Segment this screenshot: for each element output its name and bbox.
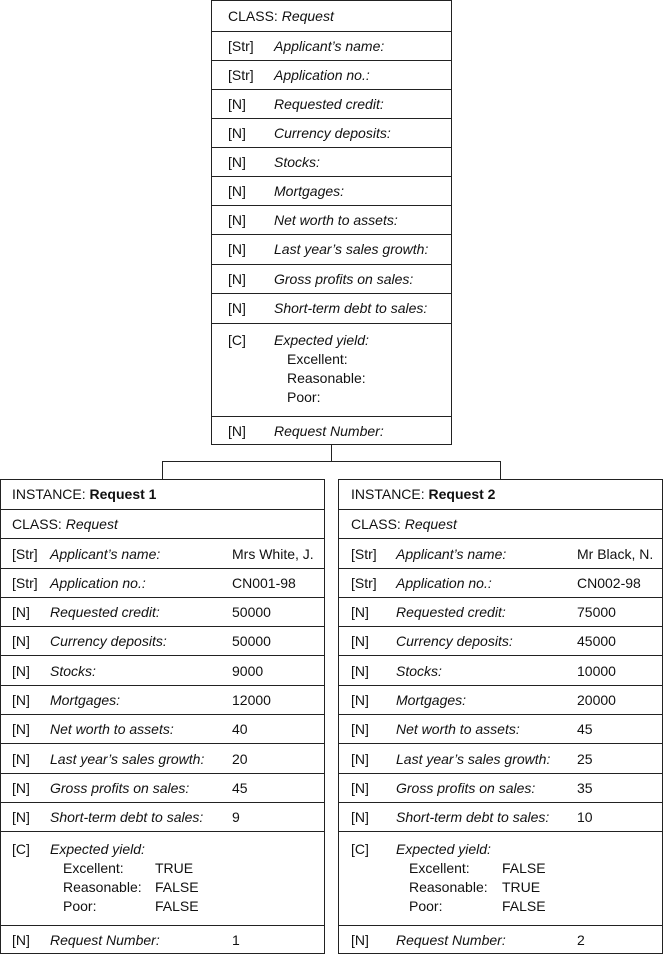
attr-type: [N]	[228, 183, 246, 199]
instance-attr-row	[339, 714, 662, 743]
attr-type: [N]	[228, 300, 246, 316]
attr-name: Mortgages:	[274, 183, 345, 199]
attr-type: [N]	[228, 241, 246, 257]
instance-box-2	[338, 479, 663, 954]
instance-class-name: Request	[65, 516, 118, 532]
attr-value: 45	[232, 780, 248, 796]
class-yield-row	[212, 323, 451, 416]
attr-name: Requested credit:	[50, 604, 160, 620]
yield-option-label: Excellent:	[63, 860, 124, 876]
instance-class-row	[1, 509, 324, 538]
attr-name: Applicant’s name:	[50, 546, 161, 562]
attr-name: Request Number:	[274, 423, 384, 439]
attr-name: Applicant’s name:	[396, 546, 507, 562]
attr-name: Currency deposits:	[50, 633, 167, 649]
attr-value: 10000	[577, 663, 616, 679]
instance-attr-row	[339, 802, 662, 831]
attr-value: 20	[232, 751, 248, 767]
attr-name: Mortgages:	[50, 692, 121, 708]
attr-name: Last year’s sales growth:	[50, 751, 205, 767]
class-attr-row	[212, 31, 451, 60]
instance-header	[1, 480, 324, 509]
attr-type: [N]	[351, 809, 369, 825]
attr-type: [N]	[351, 932, 369, 948]
instance-attr-row	[1, 597, 324, 626]
attr-name: Application no.:	[50, 575, 146, 591]
attr-value: 35	[577, 780, 593, 796]
class-attr-row	[212, 60, 451, 89]
class-last-row	[212, 416, 451, 445]
attr-name: Gross profits on sales:	[396, 780, 536, 796]
attr-value: 9000	[232, 663, 264, 679]
attr-type: [N]	[12, 932, 30, 948]
instance-attr-row	[339, 655, 662, 685]
instance-box-1	[0, 479, 325, 954]
instance-class-name: Request	[404, 516, 457, 532]
attr-name: Gross profits on sales:	[50, 780, 190, 796]
yield-option-label: Excellent:	[409, 860, 470, 876]
instance-attr-row	[339, 685, 662, 714]
attr-type: [N]	[351, 692, 369, 708]
instance-attr-row	[339, 597, 662, 626]
attr-type: [N]	[12, 633, 30, 649]
attr-name: Requested credit:	[274, 96, 384, 112]
connector-right-drop	[500, 461, 501, 480]
yield-option-label: Poor:	[409, 898, 443, 914]
attr-name: Short-term debt to sales:	[396, 809, 550, 825]
class-box	[211, 0, 452, 445]
attr-name: Request Number:	[50, 932, 160, 948]
attr-value: Mrs White, J.	[232, 546, 314, 562]
instance-attr-row	[1, 655, 324, 685]
attr-value: CN001-98	[232, 575, 296, 591]
instance-attr-row	[339, 538, 662, 568]
instance-attr-row	[1, 802, 324, 831]
attr-value: 40	[232, 721, 248, 737]
attr-name: Short-term debt to sales:	[50, 809, 204, 825]
instance-header-name: Request 1	[89, 486, 157, 502]
instance-header-name: Request 2	[428, 486, 496, 502]
class-header-prefix: CLASS:	[228, 8, 278, 24]
attr-name: Requested credit:	[396, 604, 506, 620]
attr-type: [N]	[351, 663, 369, 679]
instance-attr-row	[1, 773, 324, 802]
instance-header-prefix: INSTANCE:	[12, 486, 86, 502]
instance-last-row	[1, 925, 324, 954]
attr-name: Stocks:	[396, 663, 442, 679]
instance-attr-row	[1, 626, 324, 655]
attr-name: Expected yield:	[50, 841, 145, 857]
instance-attr-row	[1, 685, 324, 714]
attr-type: [C]	[228, 332, 246, 348]
class-attr-row	[212, 176, 451, 205]
attr-type: [N]	[228, 154, 246, 170]
attr-name: Short-term debt to sales:	[274, 300, 428, 316]
attr-type: [N]	[228, 96, 246, 112]
attr-type: [N]	[12, 780, 30, 796]
attr-type: [C]	[12, 841, 30, 857]
attr-type: [N]	[351, 721, 369, 737]
attr-name: Gross profits on sales:	[274, 271, 414, 287]
attr-name: Expected yield:	[274, 332, 369, 348]
attr-name: Stocks:	[50, 663, 96, 679]
attr-type: [N]	[228, 212, 246, 228]
yield-option-label: Reasonable:	[287, 370, 366, 386]
yield-option-value: TRUE	[155, 860, 194, 876]
attr-name: Request Number:	[396, 932, 506, 948]
attr-type: [Str]	[351, 546, 377, 562]
attr-value: 2	[577, 932, 585, 948]
instance-attr-row	[339, 568, 662, 597]
yield-option-value: FALSE	[502, 860, 546, 876]
attr-value: 45	[577, 721, 593, 737]
attr-type: [N]	[351, 780, 369, 796]
instance-last-row	[339, 925, 662, 954]
instance-header-prefix: INSTANCE:	[351, 486, 425, 502]
class-attr-row	[212, 205, 451, 234]
attr-name: Mortgages:	[396, 692, 467, 708]
attr-name: Currency deposits:	[396, 633, 513, 649]
class-header	[212, 1, 451, 31]
attr-name: Application no.:	[396, 575, 492, 591]
attr-type: [Str]	[228, 67, 254, 83]
connector-left-drop	[162, 461, 163, 480]
yield-option-value: FALSE	[502, 898, 546, 914]
attr-name: Application no.:	[274, 67, 370, 83]
yield-option-value: FALSE	[155, 898, 199, 914]
instance-attr-row	[1, 714, 324, 743]
attr-type: [N]	[12, 721, 30, 737]
attr-type: [N]	[12, 692, 30, 708]
attr-value: 20000	[577, 692, 616, 708]
class-attr-row	[212, 264, 451, 293]
attr-type: [N]	[12, 751, 30, 767]
instance-class-prefix: CLASS:	[351, 516, 401, 532]
class-attr-row	[212, 147, 451, 176]
attr-type: [Str]	[12, 575, 38, 591]
attr-name: Net worth to assets:	[50, 721, 174, 737]
class-attr-row	[212, 234, 451, 264]
yield-option-label: Reasonable:	[409, 879, 488, 895]
attr-type: [N]	[12, 809, 30, 825]
instance-attr-row	[1, 568, 324, 597]
attr-type: [N]	[351, 751, 369, 767]
yield-option-label: Poor:	[287, 389, 321, 405]
attr-name: Last year’s sales growth:	[274, 241, 429, 257]
instance-yield-row	[339, 831, 662, 925]
yield-option-label: Excellent:	[287, 351, 348, 367]
attr-name: Net worth to assets:	[396, 721, 520, 737]
attr-value: 45000	[577, 633, 616, 649]
attr-value: 12000	[232, 692, 271, 708]
attr-name: Net worth to assets:	[274, 212, 398, 228]
attr-type: [N]	[228, 125, 246, 141]
attr-value: 50000	[232, 604, 271, 620]
attr-value: 75000	[577, 604, 616, 620]
instance-attr-row	[339, 743, 662, 773]
attr-type: [Str]	[351, 575, 377, 591]
attr-type: [Str]	[228, 38, 254, 54]
attr-type: [N]	[228, 423, 246, 439]
instance-attr-row	[339, 773, 662, 802]
attr-type: [C]	[351, 841, 369, 857]
instance-class-row	[339, 509, 662, 538]
attr-name: Expected yield:	[396, 841, 491, 857]
instance-header	[339, 480, 662, 509]
attr-name: Last year’s sales growth:	[396, 751, 551, 767]
attr-value: Mr Black, N.	[577, 546, 654, 562]
yield-option-value: FALSE	[155, 879, 199, 895]
class-attr-row	[212, 118, 451, 147]
attr-type: [N]	[228, 271, 246, 287]
attr-type: [N]	[351, 604, 369, 620]
attr-value: 25	[577, 751, 593, 767]
attr-value: 50000	[232, 633, 271, 649]
yield-option-label: Reasonable:	[63, 879, 142, 895]
instance-attr-row	[1, 743, 324, 773]
yield-option-value: TRUE	[502, 879, 541, 895]
class-header-name: Request	[281, 8, 334, 24]
attr-name: Currency deposits:	[274, 125, 391, 141]
attr-type: [N]	[12, 604, 30, 620]
attr-value: 10	[577, 809, 593, 825]
attr-name: Stocks:	[274, 154, 320, 170]
attr-type: [Str]	[12, 546, 38, 562]
instance-attr-row	[1, 538, 324, 568]
connector-trunk	[331, 445, 332, 462]
class-attr-row	[212, 293, 451, 323]
attr-value: CN002-98	[577, 575, 641, 591]
class-attr-row	[212, 89, 451, 118]
connector-bar	[162, 461, 501, 462]
attr-name: Applicant’s name:	[274, 38, 385, 54]
attr-value: 1	[232, 932, 240, 948]
attr-type: [N]	[12, 663, 30, 679]
yield-option-label: Poor:	[63, 898, 97, 914]
instance-yield-row	[1, 831, 324, 925]
attr-value: 9	[232, 809, 240, 825]
attr-type: [N]	[351, 633, 369, 649]
instance-class-prefix: CLASS:	[12, 516, 62, 532]
instance-attr-row	[339, 626, 662, 655]
